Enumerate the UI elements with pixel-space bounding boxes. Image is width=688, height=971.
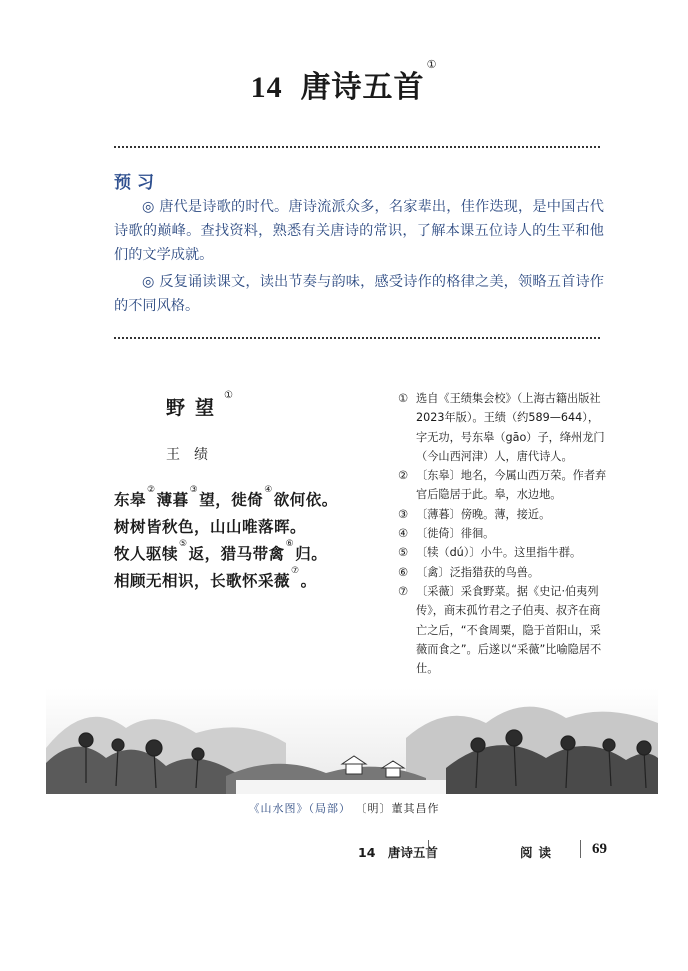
poem-title-note-marker: ① xyxy=(224,390,233,401)
poem-text: 东皋 xyxy=(114,491,147,509)
painting-caption xyxy=(0,800,688,816)
footnote xyxy=(398,466,608,505)
note-marker: ⑦ xyxy=(291,566,300,576)
bottom-divider xyxy=(114,337,600,339)
footnote-marker: ⑦ xyxy=(398,584,409,598)
footnote xyxy=(398,505,608,524)
poem-line-4 xyxy=(114,566,317,591)
page-number: 69 xyxy=(592,841,607,857)
poem-text: 相顾无相识，长歌怀采薇 xyxy=(114,572,291,590)
footnote xyxy=(398,389,608,466)
landscape-painting xyxy=(46,688,658,794)
footnote-text: 〔东皋〕地名，今属山西万荣。作者弃官后隐居于此。皋，水边地。 xyxy=(416,469,607,502)
poem-text: 返，猎马带禽 xyxy=(188,545,285,563)
top-divider xyxy=(114,146,600,148)
caption-title: 《山水图》（局部） xyxy=(248,802,351,815)
note-marker: ⑤ xyxy=(179,539,188,549)
footnote-text: 〔薄暮〕傍晚。薄，接近。 xyxy=(416,507,551,521)
poem-text: 归。 xyxy=(295,545,328,563)
poem-text: 薄暮 xyxy=(156,491,189,509)
footnote-marker: ③ xyxy=(398,507,409,521)
poem-line-3 xyxy=(114,539,328,564)
footnote xyxy=(398,582,608,678)
poem-line-2 xyxy=(114,515,306,537)
note-marker: ③ xyxy=(189,485,199,495)
note-marker: ② xyxy=(147,485,156,495)
poem-text: 树树皆秋色，山山唯落晖。 xyxy=(114,518,307,536)
footnote xyxy=(398,543,608,562)
preview-paragraph-1: ◎ 唐代是诗歌的时代。唐诗流派众多，名家辈出，佳作迭现，是中国古代诗歌的巅峰。查找资料，熟悉有关唐诗的常识，了解本课五位诗人的生平和他们的文学成就。 xyxy=(114,199,604,263)
footer-section: 阅读 xyxy=(520,845,558,860)
note-marker: ⑥ xyxy=(285,539,295,549)
footnotes xyxy=(398,389,608,678)
footnote-marker: ④ xyxy=(398,527,409,541)
footnote-text: 〔犊（dú）〕小牛。这里指牛群。 xyxy=(416,546,582,560)
lesson-title-text: 唐诗五首 xyxy=(300,70,425,105)
footnote-text: 选自《王绩集会校》（上海古籍出版社2023年版）。王绩（约589—644），字无功，号东皋（gāo）子，绛州龙门（今山西河津）人，唐代诗人。 xyxy=(416,392,605,463)
poem-title-text: 野望 xyxy=(166,397,225,419)
title-footnote-marker: ① xyxy=(426,58,438,71)
poem-line-1 xyxy=(114,485,338,510)
footer-lesson: 14 唐诗五首 xyxy=(358,845,438,860)
preview-heading: 预习 xyxy=(114,173,160,193)
poem-title xyxy=(166,390,233,420)
poem-text: 。 xyxy=(300,572,317,590)
poem-text: 欲何依。 xyxy=(273,491,338,509)
footnote xyxy=(398,563,608,582)
caption-author: 〔明〕董其昌作 xyxy=(355,802,440,815)
footnote-marker: ⑤ xyxy=(398,546,409,560)
footnote xyxy=(398,524,608,543)
poem-text: 望，徙倚 xyxy=(199,491,264,509)
note-marker: ④ xyxy=(264,485,273,495)
poem-author: 王绩 xyxy=(166,447,222,463)
footnote-text: 〔禽〕泛指猎获的鸟兽。 xyxy=(416,565,540,579)
poem-text: 牧人驱犊 xyxy=(114,545,179,563)
lesson-number: 14 xyxy=(250,71,283,104)
footer-separator xyxy=(580,840,581,858)
footer-separator xyxy=(428,840,429,858)
footnote-marker: ⑥ xyxy=(398,565,409,579)
footnote-marker: ② xyxy=(398,469,409,483)
footnote-marker: ① xyxy=(398,392,409,405)
preview-paragraph-2: ◎ 反复诵读课文，读出节奏与韵味，感受诗作的格律之美，领略五首诗作的不同风格。 xyxy=(114,274,604,314)
footnote-text: 〔采薇〕采食野菜。据《史记·伯夷列传》，商末孤竹君之子伯夷、叔齐在商亡之后，“不食周粟，隐于首阳山，采薇而食之”。后遂以“采薇”比喻隐居不仕。 xyxy=(416,584,602,676)
lesson-title xyxy=(0,58,688,106)
footnote-text: 〔徙倚〕徘徊。 xyxy=(416,527,495,541)
